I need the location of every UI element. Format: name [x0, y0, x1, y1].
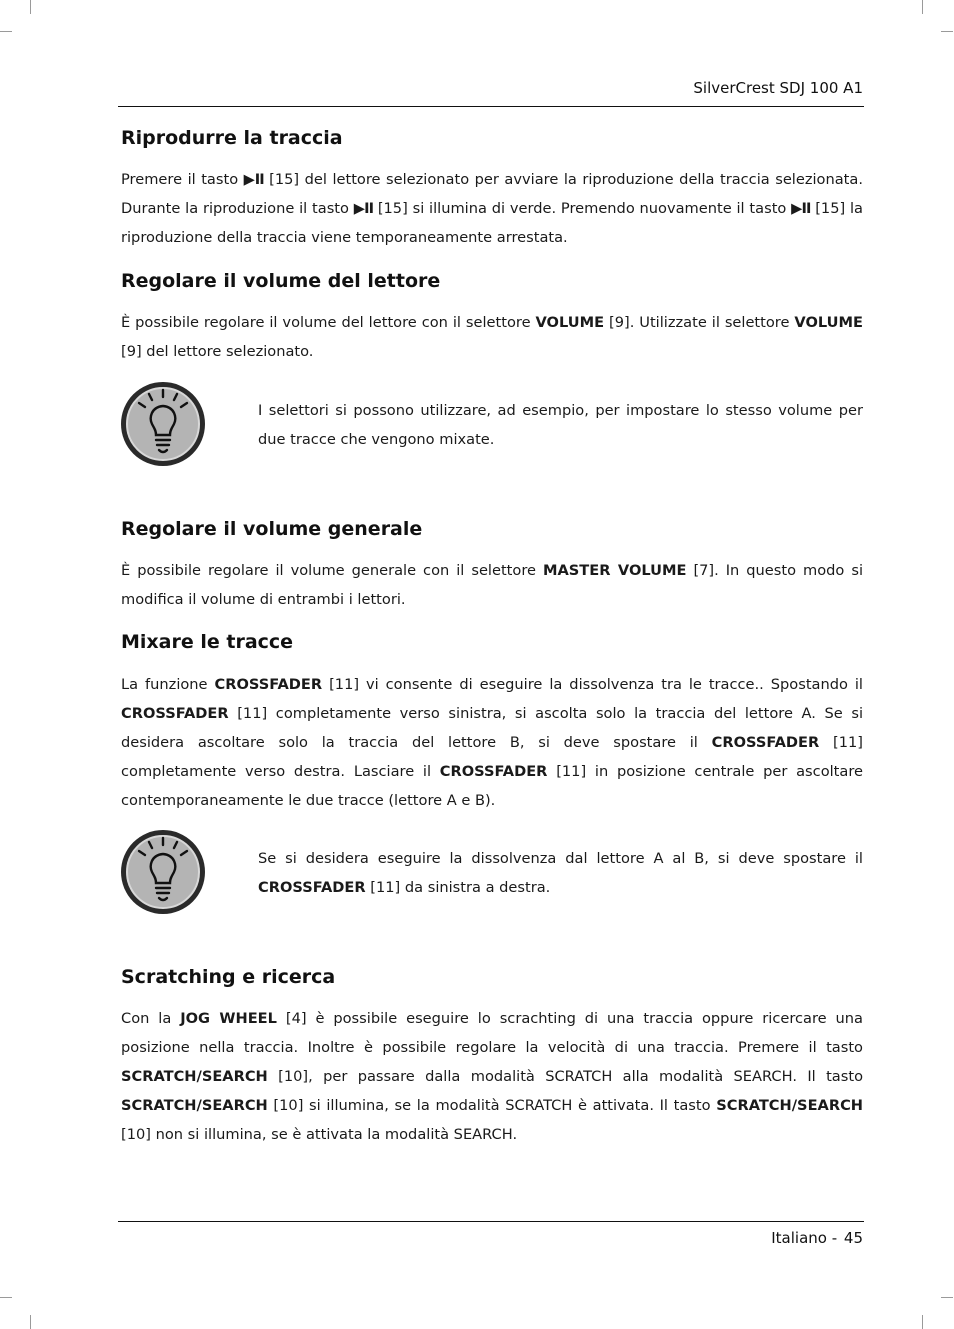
paragraph-mix: La funzione CROSSFADER [11] vi consente di eseguire la dissolvenza tra le tracce.. Spostando il CROSSFADER [11] completamente verso sinistra, si ascolta solo la traccia del lettore A. Se si desidera ascoltare solo la traccia del lettore B, si deve spostare il CROSSFADER [11] completamente verso destra. Lasciare il CROSSFADER [11] in posizione centrale per ascoltare contemporaneamente le due tracce (lettore A e B).: [121, 676, 863, 809]
crop-mark: [0, 1297, 12, 1298]
footer-language: Italiano: [771, 1229, 827, 1247]
crop-mark: [941, 31, 953, 32]
paragraph-player-volume: È possibile regolare il volume del lettore con il selettore VOLUME [9]. Utilizzate il selettore VOLUME [9] del lettore selezionato.: [121, 314, 863, 360]
crop-mark: [30, 1315, 31, 1329]
lightbulb-icon: [119, 828, 207, 916]
tip-player-volume: I selettori si possono utilizzare, ad esempio, per impostare lo stesso volume per due tracce che vengono mixate.: [258, 402, 863, 448]
footer-divider: [118, 1221, 864, 1222]
heading-player-volume: Regolare il volume del lettore: [121, 270, 441, 292]
crop-mark: [922, 0, 923, 14]
heading-mix: Mixare le tracce: [121, 631, 294, 653]
crop-mark: [30, 0, 31, 14]
page-header: SilverCrest SDJ 100 A1: [693, 79, 863, 97]
play-pause-symbol: ▶II: [243, 171, 264, 188]
tip-mix: Se si desidera eseguire la dissolvenza dal lettore A al B, si deve spostare il CROSSFADER [11] da sinistra a destra.: [258, 850, 863, 896]
paragraph-master-volume: È possibile regolare il volume generale con il selettore MASTER VOLUME [7]. In questo modo si modifica il volume di entrambi i lettori.: [121, 562, 863, 608]
lightbulb-icon: [119, 380, 207, 468]
crop-mark: [0, 31, 12, 32]
header-divider: [118, 106, 864, 107]
heading-scratch: Scratching e ricerca: [121, 966, 336, 988]
page-number: 45: [843, 1229, 863, 1247]
heading-play: Riprodurre la traccia: [121, 127, 343, 149]
paragraph-play: Premere il tasto ▶II [15] del lettore selezionato per avviare la riproduzione della traccia selezionata. Durante la riproduzione il tasto ▶II [15] si illumina di verde. Premendo nuovamente il tasto ▶II [15] la riproduzione della traccia viene temporaneamente arrestata.: [121, 171, 863, 246]
play-pause-symbol: ▶II: [791, 200, 811, 217]
play-pause-symbol: ▶II: [353, 200, 374, 217]
footer-separator: -: [826, 1229, 842, 1247]
page-footer: [771, 1228, 863, 1248]
crop-mark: [941, 1297, 953, 1298]
heading-master-volume: Regolare il volume generale: [121, 518, 423, 540]
paragraph-scratch: Con la JOG WHEEL [4] è possibile eseguire lo scrachting di una traccia oppure ricercare una posizione nella traccia. Inoltre è possibile regolare la velocità di una traccia. Premere il tasto SCRATCH/SEARCH [10], per passare dalla modalità SCRATCH alla modalità SEARCH. Il tasto SCRATCH/SEARCH [10] si illumina, se la modalità SCRATCH è attivata. Il tasto SCRATCH/SEARCH [10] non si illumina, se è attivata la modalità SEARCH.: [121, 1010, 863, 1143]
crop-mark: [922, 1315, 923, 1329]
